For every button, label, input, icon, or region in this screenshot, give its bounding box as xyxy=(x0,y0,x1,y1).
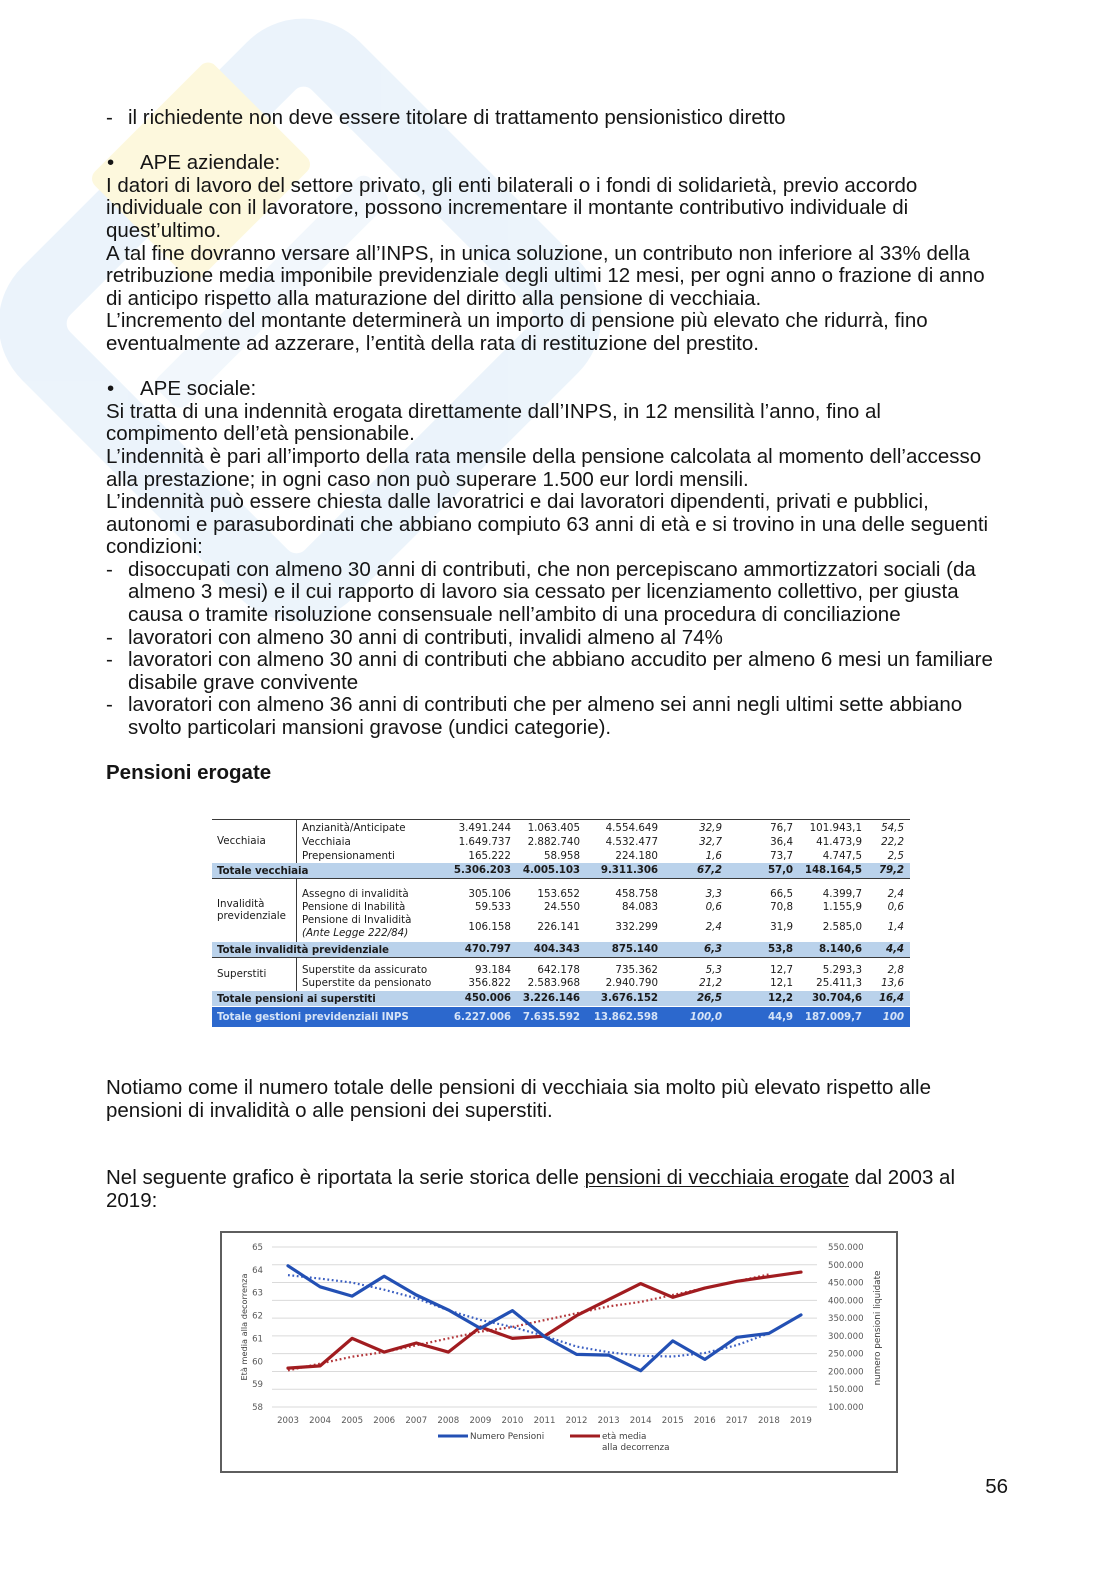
value-cell: 0,6 xyxy=(705,901,722,913)
group-label-line: Superstiti xyxy=(217,967,267,980)
value-cell: 76,7 xyxy=(770,821,793,834)
row-label-text: Vecchiaia xyxy=(302,835,351,848)
value-cell: 3.491.244 xyxy=(458,821,511,834)
condition-item xyxy=(106,694,993,739)
condition-line: lavoratori con almeno 30 anni di contributi che abbiano accudito per almeno 6 mesi un familiare xyxy=(128,648,993,672)
value-cell: 332.299 xyxy=(615,920,658,933)
value-cell: 21,2 xyxy=(699,977,722,989)
value-cell: 66,5 xyxy=(770,887,793,900)
value-cell: 32,9 xyxy=(699,821,722,834)
table-row xyxy=(297,821,910,835)
value-cell: 404.343 xyxy=(533,943,580,955)
value-cell: 1.155,9 xyxy=(822,901,862,913)
group-rows xyxy=(297,958,910,991)
row-label-text: Superstite da pensionato xyxy=(302,977,432,989)
value-cell: 53,8 xyxy=(767,943,793,955)
bullet-marker: • xyxy=(107,377,115,401)
value-cell: 5,3 xyxy=(705,963,722,976)
left-axis-tick-label: 65 xyxy=(252,1243,263,1253)
bullet-marker: • xyxy=(107,151,115,175)
dash-marker: - xyxy=(106,648,113,672)
row-label xyxy=(297,901,427,914)
condition-line: causa o tramite risoluzione consensuale nell’ambito di una procedura di conciliazione xyxy=(128,603,901,627)
left-axis-tick-label: 64 xyxy=(252,1265,263,1276)
value-cell: 187.009,7 xyxy=(804,1010,862,1023)
value-cell: 7.635.592 xyxy=(522,1010,580,1023)
table-group xyxy=(212,879,910,942)
total-row xyxy=(212,863,910,879)
value-cell: 153.652 xyxy=(537,887,580,900)
spacer xyxy=(106,740,993,763)
value-cell: 4.747,5 xyxy=(822,849,862,862)
paragraph-line: L’indennità può essere chiesta dalle lavoratrici e dai lavoratori dipendenti, privati e pubblici, xyxy=(106,490,929,514)
list-item-text: il richiedente non deve essere titolare di trattamento pensionistico diretto xyxy=(128,106,786,129)
right-axis-tick-label: 500.000 xyxy=(828,1260,864,1271)
value-cell: 9.311.306 xyxy=(600,864,658,876)
x-axis-tick-label: 2004 xyxy=(309,1416,332,1426)
x-axis-tick-label: 2009 xyxy=(469,1416,492,1426)
right-axis-tick-label: 350.000 xyxy=(828,1314,864,1325)
x-axis-tick-label: 2012 xyxy=(565,1416,588,1426)
row-label-text: Assegno di invalidità xyxy=(302,887,409,900)
value-cell: 13,6 xyxy=(881,977,904,989)
value-cell: 1.063.405 xyxy=(527,821,580,834)
value-cell: 100 xyxy=(882,1010,904,1023)
paragraph-line: condizioni: xyxy=(106,535,203,559)
group-label-line: Invalidità xyxy=(217,898,265,910)
value-cell: 70,8 xyxy=(770,901,793,913)
spacer xyxy=(106,1122,955,1145)
row-label-text: Pensione di Inabilità xyxy=(302,901,406,913)
value-cell: 12,2 xyxy=(767,992,793,1004)
condition-item xyxy=(106,559,993,627)
condition-line: almeno 3 mesi) e il cui rapporto di lavoro sia cessato per licenziamento collettivo, per giusta xyxy=(128,580,959,604)
value-cell: 458.758 xyxy=(615,887,658,900)
paragraph-line: autonomi e parasubordinati che abbiano compiuto 63 anni di età e si trovino in una delle seguenti xyxy=(106,512,989,536)
value-cell: 735.362 xyxy=(615,963,658,976)
value-cell: 30.704,6 xyxy=(811,992,862,1004)
left-axis-title: Età media alla decorrenza xyxy=(239,1273,249,1381)
paragraph-line: A tal fine dovranno versare all’INPS, in unica soluzione, un contributo non inferiore al 33% della xyxy=(106,241,970,265)
paragraph-line: di anticipo rispetto alla maturazione del diritto alla pensione di vecchiaia. xyxy=(106,286,762,310)
trendline xyxy=(288,1275,769,1356)
total-row-label: Totale pensioni ai superstiti xyxy=(217,992,376,1005)
value-cell: 450.006 xyxy=(464,992,511,1004)
right-axis-tick-label: 100.000 xyxy=(828,1403,864,1413)
right-axis-title: numero pensioni liquidate xyxy=(873,1270,883,1386)
right-axis-tick-label: 450.000 xyxy=(828,1278,864,1289)
dash-marker: - xyxy=(106,693,113,717)
row-label xyxy=(297,850,427,863)
value-cell: 2.585,0 xyxy=(822,920,862,933)
row-label-text: Superstite da assicurato xyxy=(302,963,428,976)
x-axis-tick-label: 2015 xyxy=(661,1416,684,1426)
legend-label: Numero Pensioni xyxy=(470,1432,545,1442)
value-cell: 26,5 xyxy=(696,992,722,1004)
x-axis-tick-label: 2005 xyxy=(341,1416,364,1426)
value-cell: 16,4 xyxy=(878,992,904,1004)
condition-line: disoccupati con almeno 30 anni di contributi, che non percepiscano ammortizzatori sociali (da xyxy=(128,557,976,581)
value-cell: 4,4 xyxy=(886,943,904,955)
total-row xyxy=(212,991,910,1006)
value-cell: 2,5 xyxy=(887,849,904,862)
value-cell: 32,7 xyxy=(699,835,722,848)
x-axis-tick-label: 2006 xyxy=(373,1416,396,1426)
x-axis-tick-label: 2003 xyxy=(277,1416,299,1426)
condition-line: svolto particolari mansioni gravose (undici categorie). xyxy=(128,716,612,740)
heading-ape-aziendale xyxy=(106,152,993,175)
x-axis-tick-label: 2019 xyxy=(790,1416,812,1426)
value-cell: 22,2 xyxy=(881,835,904,848)
right-axis-tick-label: 250.000 xyxy=(828,1349,864,1360)
value-cell: 84.083 xyxy=(621,901,658,913)
value-cell: 5.293,3 xyxy=(822,963,862,976)
condition-item xyxy=(106,649,993,694)
value-cell: 305.106 xyxy=(468,887,511,900)
value-cell: 5.306.203 xyxy=(453,864,511,876)
value-cell: 1,4 xyxy=(887,920,904,933)
value-cell: 57,0 xyxy=(767,864,793,876)
value-cell: 8.140,6 xyxy=(819,943,862,955)
row-label xyxy=(297,977,432,990)
value-cell: 101.943,1 xyxy=(809,821,862,834)
condition-line: lavoratori con almeno 30 anni di contributi, invalidi almeno al 74% xyxy=(128,625,723,649)
grand-total-row xyxy=(212,1007,910,1027)
condition-item xyxy=(106,627,993,650)
left-axis-tick-label: 58 xyxy=(252,1403,263,1413)
value-cell: 642.178 xyxy=(537,963,580,976)
value-cell: 25.411,3 xyxy=(816,977,862,989)
x-axis-tick-label: 2018 xyxy=(757,1416,780,1426)
value-cell: 44,9 xyxy=(767,1010,793,1023)
value-cell: 73,7 xyxy=(770,849,793,862)
condition-line: disabile grave convivente xyxy=(128,670,359,694)
paragraph-line: compimento dell’età pensionabile. xyxy=(106,422,415,446)
paragraph-line: Notiamo come il numero totale delle pensioni di vecchiaia sia molto più elevato rispetto alle xyxy=(106,1076,931,1099)
row-label-note: (Ante Legge 222/84) xyxy=(302,927,409,939)
row-label xyxy=(297,888,427,901)
row-label xyxy=(297,822,427,835)
left-axis-tick-label: 61 xyxy=(252,1334,263,1345)
value-cell: 226.141 xyxy=(537,920,580,933)
paragraph-line: alla prestazione; in ogni caso non può superare 1.500 eur lordi mensili. xyxy=(106,467,749,491)
right-axis-tick-label: 550.000 xyxy=(828,1243,864,1253)
value-cell: 4.005.103 xyxy=(522,864,580,876)
value-cell: 2.583.968 xyxy=(527,977,580,989)
value-cell: 2,4 xyxy=(887,887,904,900)
value-cell: 41.473,9 xyxy=(816,835,862,848)
value-cell: 79,2 xyxy=(878,864,904,876)
spacer xyxy=(106,1145,955,1168)
x-axis-tick-label: 2008 xyxy=(437,1416,460,1426)
paragraph-line: L’incremento del montante determinerà un importo di pensione più elevato che ridurrà, fino xyxy=(106,309,928,333)
value-cell: 4.399,7 xyxy=(822,887,862,900)
value-cell: 470.797 xyxy=(464,943,511,955)
row-label-text: Anzianità/Anticipate xyxy=(302,821,406,834)
page-number: 56 xyxy=(985,1475,1008,1498)
row-label xyxy=(297,914,427,940)
value-cell: 2.882.740 xyxy=(527,835,580,848)
underlined-link[interactable]: pensioni di vecchiaia erogate xyxy=(584,1166,849,1190)
x-axis-tick-label: 2011 xyxy=(533,1416,556,1426)
value-cell: 58.958 xyxy=(543,849,580,862)
value-cell: 2,8 xyxy=(887,963,904,976)
group-label-line: Vecchiaia xyxy=(217,834,266,847)
value-cell: 2.940.790 xyxy=(605,977,658,989)
value-cell: 3.676.152 xyxy=(600,992,658,1004)
paragraph-line: quest’ultimo. xyxy=(106,218,222,242)
dash-marker: - xyxy=(106,106,113,129)
x-axis-tick-label: 2010 xyxy=(501,1416,524,1426)
legend-label: età media xyxy=(602,1432,647,1442)
chart-intro-line xyxy=(106,1167,955,1190)
value-cell: 36,4 xyxy=(770,835,793,848)
dash-marker: - xyxy=(106,625,113,649)
legend-label: alla decorrenza xyxy=(602,1443,670,1453)
chart-intro-line: 2019: xyxy=(106,1188,158,1212)
table-row xyxy=(297,977,910,990)
left-axis-tick-label: 60 xyxy=(252,1357,263,1368)
row-label xyxy=(297,964,427,977)
table-group xyxy=(212,820,910,863)
heading-text: APE aziendale: xyxy=(140,151,281,175)
table-row xyxy=(297,963,910,977)
value-cell: 3.226.146 xyxy=(522,992,580,1004)
condition-line: lavoratori con almeno 36 anni di contributi che per almeno sei anni negli ultimi sette abbiano xyxy=(128,693,963,717)
table-row xyxy=(297,835,910,849)
group-rows xyxy=(297,820,910,863)
x-axis-tick-label: 2013 xyxy=(597,1416,620,1426)
spacer xyxy=(106,130,993,153)
table-row xyxy=(297,887,910,901)
x-axis-tick-label: 2014 xyxy=(629,1416,652,1426)
paragraph-line: I datori di lavoro del settore privato, gli enti bilaterali o i fondi di solidarietà, previo accordo xyxy=(106,173,918,197)
value-cell: 12,1 xyxy=(770,977,793,989)
paragraph-line: Si tratta di una indennità erogata direttamente dall’INPS, in 12 mensilità l’anno, fino al xyxy=(106,399,881,423)
line-chart xyxy=(220,1231,898,1473)
value-cell: 4.532.477 xyxy=(605,835,658,848)
heading-ape-sociale xyxy=(106,378,993,401)
value-cell: 6,3 xyxy=(704,943,722,955)
value-cell: 356.822 xyxy=(468,977,511,989)
paragraph-line: L’indennità è pari all’importo della rata mensile della pensione calcolata al momento dell’accesso xyxy=(106,444,982,468)
paragraph-line: retribuzione media imponibile previdenziale degli ultimi 12 mesi, per ogni anno o frazione di anno xyxy=(106,264,985,288)
value-cell: 3,3 xyxy=(705,887,722,900)
value-cell: 1,6 xyxy=(705,849,722,862)
list-item xyxy=(106,107,993,130)
left-axis-tick-label: 59 xyxy=(252,1380,263,1391)
value-cell: 106.158 xyxy=(468,920,511,933)
paragraph-line: pensioni di invalidità o alle pensioni dei superstiti. xyxy=(106,1098,553,1122)
body-text-upper xyxy=(106,107,993,785)
section-title: Pensioni erogate xyxy=(106,761,272,785)
value-cell: 24.550 xyxy=(543,901,580,913)
dash-marker: - xyxy=(106,557,113,581)
total-row-label: Totale vecchiaia xyxy=(217,864,309,877)
group-label xyxy=(212,820,297,863)
total-row-label: Totale invalidità previdenziale xyxy=(217,943,389,956)
chart-intro-text: dal 2003 al xyxy=(849,1166,956,1190)
right-axis-tick-label: 200.000 xyxy=(828,1367,864,1378)
row-label-text: Prepensionamenti xyxy=(302,849,395,862)
pensions-table xyxy=(212,819,910,1027)
value-cell: 54,5 xyxy=(881,821,904,834)
row-label-text: Pensione di Invalidità xyxy=(302,914,412,926)
value-cell: 2,4 xyxy=(705,920,722,933)
value-cell: 0,6 xyxy=(887,901,904,913)
value-cell: 59.533 xyxy=(474,901,511,913)
x-axis-tick-label: 2016 xyxy=(693,1416,716,1426)
value-cell: 148.164,5 xyxy=(804,864,862,876)
value-cell: 31,9 xyxy=(770,920,793,933)
spacer xyxy=(106,356,993,379)
value-cell: 224.180 xyxy=(615,849,658,862)
group-label xyxy=(212,958,297,991)
body-text-lower xyxy=(106,1077,955,1213)
group-label xyxy=(212,879,297,942)
value-cell: 6.227.006 xyxy=(453,1010,511,1023)
group-rows xyxy=(297,879,910,942)
x-axis-tick-label: 2017 xyxy=(725,1416,748,1426)
left-axis-tick-label: 62 xyxy=(252,1311,263,1322)
value-cell: 93.184 xyxy=(474,963,511,976)
table-row xyxy=(297,901,910,914)
heading-text: APE sociale: xyxy=(140,377,257,401)
total-row xyxy=(212,942,910,958)
chart-intro-text: Nel seguente grafico è riportata la serie storica delle xyxy=(106,1166,585,1190)
x-axis-tick-label: 2007 xyxy=(405,1416,428,1426)
value-cell: 165.222 xyxy=(468,849,511,862)
chart-canvas xyxy=(222,1233,896,1471)
paragraph-line: eventualmente ad azzerare, l’entità della rata di restituzione del prestito. xyxy=(106,331,759,355)
value-cell: 67,2 xyxy=(696,864,722,876)
value-cell: 1.649.737 xyxy=(458,835,511,848)
right-axis-tick-label: 300.000 xyxy=(828,1331,864,1342)
value-cell: 875.140 xyxy=(611,943,658,955)
value-cell: 12,7 xyxy=(770,963,793,976)
right-axis-tick-label: 400.000 xyxy=(828,1296,864,1307)
table-group xyxy=(212,958,910,991)
row-label xyxy=(297,836,427,849)
table-row xyxy=(297,914,910,940)
value-cell: 100,0 xyxy=(689,1010,722,1023)
paragraph-line: individuale con il lavoratore, possono incrementare il montante contributivo individuale di xyxy=(106,196,909,220)
right-axis-tick-label: 150.000 xyxy=(828,1385,864,1396)
grand-total-label: Totale gestioni previdenziali INPS xyxy=(217,1011,409,1023)
left-axis-tick-label: 63 xyxy=(252,1288,263,1299)
value-cell: 13.862.598 xyxy=(593,1010,658,1023)
group-label-line: previdenziale xyxy=(217,909,287,922)
value-cell: 4.554.649 xyxy=(605,821,658,834)
table-row xyxy=(297,849,910,863)
